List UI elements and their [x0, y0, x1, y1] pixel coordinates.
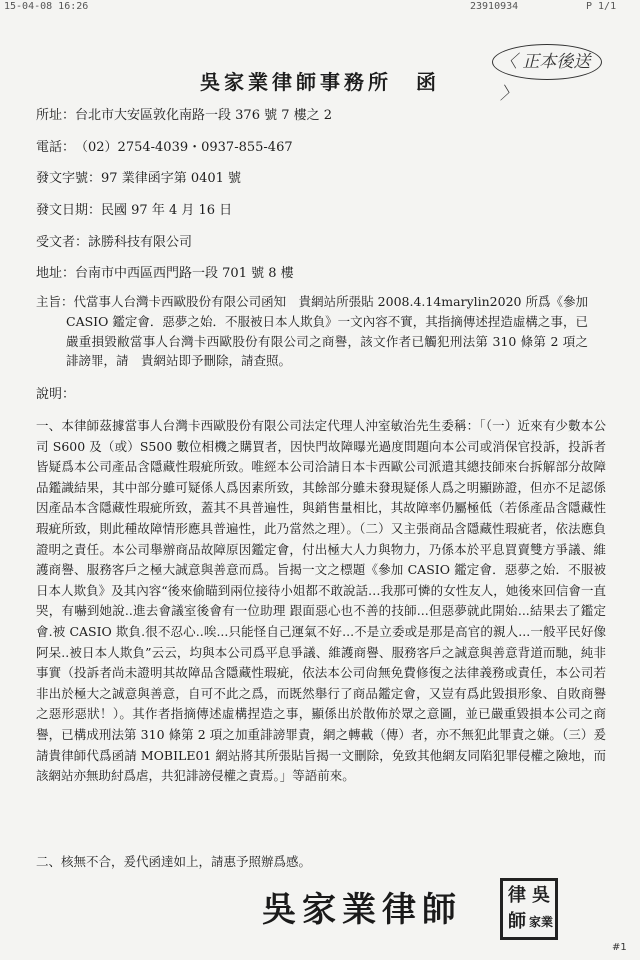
seal-char: 師 — [508, 911, 526, 932]
lawyer-seal — [500, 878, 558, 940]
fax-header — [0, 0, 640, 14]
address-label: 所址： — [36, 108, 76, 123]
date-value: 民國 97 年 4 月 16 日 — [101, 203, 233, 218]
explanation-item-1: 一、本律師茲據當事人台灣卡西歐股份有限公司法定代理人沖室敏治先生委稱：「（一）近來有少數本公司 S600 及（或）S500 數位相機之購買者，因快門故障曝光過度問題向本公司或消保官投訴，投訴者皆疑爲本公司產品含隱藏性瑕疵所致。唯經本公司洽請日本卡西歐公司派遣其總技師來台拆解部分故障品鑑識結果，其中部分雖可疑係人爲因素所致，其餘部分雖未發現疑係人爲之明顯跡證，但亦不足認係因產品本含隱藏性瑕疵所致，蓋其不具普遍性，與銷售量相比，其故障率仍屬極低（若係產品含隱藏性瑕疵所致，則此種故障情形應具普遍性，此乃當然之理）。（二）又主張商品含隱藏性瑕疵者，依法應負證明之責任。本公司舉辦商品故障原因鑑定會，付出極大人力與物力，乃係本於平息買賣雙方爭議、維護商譽、服務客戶之極大誠意與善意而爲。旨揭一文之標題《參加 CASIO 鑑定會．惡夢之始．不服被日本人欺負》及其內容“後來偷瞄到兩位接待小姐都不敢說話…我那可憐的女性友人，她後來回信會一直哭，有嚇到她說..進去會議室後會有一位助理 跟面惡心也不善的技師...但惡夢就此開始...結果去了鑑定會.被 CASIO 欺負.很不忍心..唉...只能怪自己運氣不好...不是立委或是那是高官的親人...一般平民好像阿呆..被日本人欺負”云云，均與本公司爲平息爭議、維護商譽、服務客戶之誠意與善意背道而馳，純非事實（投訴者尚未證明其故障品含隱藏性瑕疵，依法本公司尙無免費修復之法律義務或責任，本公司若非出於極大之誠意與善意，自可不此之爲，而既然舉行了商品鑑定會，又豈有爲此毀損形象、自敗商譽之惡形惡狀！）。其作者指摘傳述虛構捏造之事，顯係出於散佈於眾之意圖，並已嚴重毀損本公司之商譽，已構成刑法第 310 條第 2 項之加重誹謗罪責，網之轉載（傳）者，亦不無犯此罪責之嫌。（三）爰請貴律師代爲函請 MOBILE01 網站將其所張貼旨揭一文刪除，免致其他網友同陷犯罪侵權之險地，而該網站亦無助紂爲虐，共犯誹謗侵權之責焉。」等語前來。 — [36, 418, 606, 784]
handwritten-note: 〈 正本後送 〉 — [500, 52, 591, 104]
phone-value: （02）2754-4039・0937-855-467 — [75, 140, 293, 155]
recipient-address-value: 台南市中西區西門路一段 701 號 8 樓 — [75, 266, 294, 281]
recipient-address-label: 地址： — [36, 266, 76, 281]
handwritten-note-text: 正本後送 — [522, 52, 591, 72]
date-field — [36, 199, 232, 218]
seal-char: 律 — [508, 885, 526, 906]
phone-field — [36, 136, 293, 155]
phone-label: 電話： — [36, 140, 76, 155]
address-value: 台北市大安區敦化南路一段 376 號 7 樓之 2 — [75, 108, 333, 123]
subject-label: 主旨： — [36, 294, 74, 309]
letter-title: 吳家業律師事務所 函 — [200, 70, 440, 94]
recipient-field — [36, 231, 192, 250]
seal-char: 吳 — [532, 885, 550, 906]
subject-section — [36, 292, 588, 371]
subject-text: 代當事人台灣卡西歐股份有限公司函知 貴網站所張貼 2008.4.14marylin2020 所爲《參加 CASIO 鑑定會．惡夢之始．不服被日本人欺負》一文內容不實，其指摘傳述捏造虛構之事，已嚴重損毀敝當事人台灣卡西歐股份有限公司之商譽，該文作者已觸犯刑法第 310 條第 2 項之誹謗罪，請 貴網站即予刪除，請查照。 — [66, 294, 588, 369]
explanation-item-2: 二、核無不合，爰代函達如上，請惠予照辦爲感。 — [36, 854, 312, 869]
fax-timestamp: 15-04-08 16:26 — [4, 1, 89, 12]
recipient-address-field — [36, 262, 294, 281]
fax-page: P 1/1 — [586, 1, 617, 12]
recipient-value: 詠勝科技有限公司 — [88, 235, 193, 250]
recipient-label: 受文者： — [36, 235, 89, 250]
page-mark: #1 — [612, 942, 627, 953]
address-field — [36, 104, 332, 123]
date-label: 發文日期： — [36, 203, 102, 218]
doc-no-value: 97 業律函字第 0401 號 — [101, 171, 242, 186]
explanation-label: 說明： — [36, 387, 76, 402]
doc-no-label: 發文字號： — [36, 171, 102, 186]
signature: 吳家業律師 — [262, 890, 462, 930]
seal-char: 家業 — [529, 915, 554, 929]
doc-no-field — [36, 167, 241, 186]
fax-number: 23910934 — [470, 1, 519, 12]
